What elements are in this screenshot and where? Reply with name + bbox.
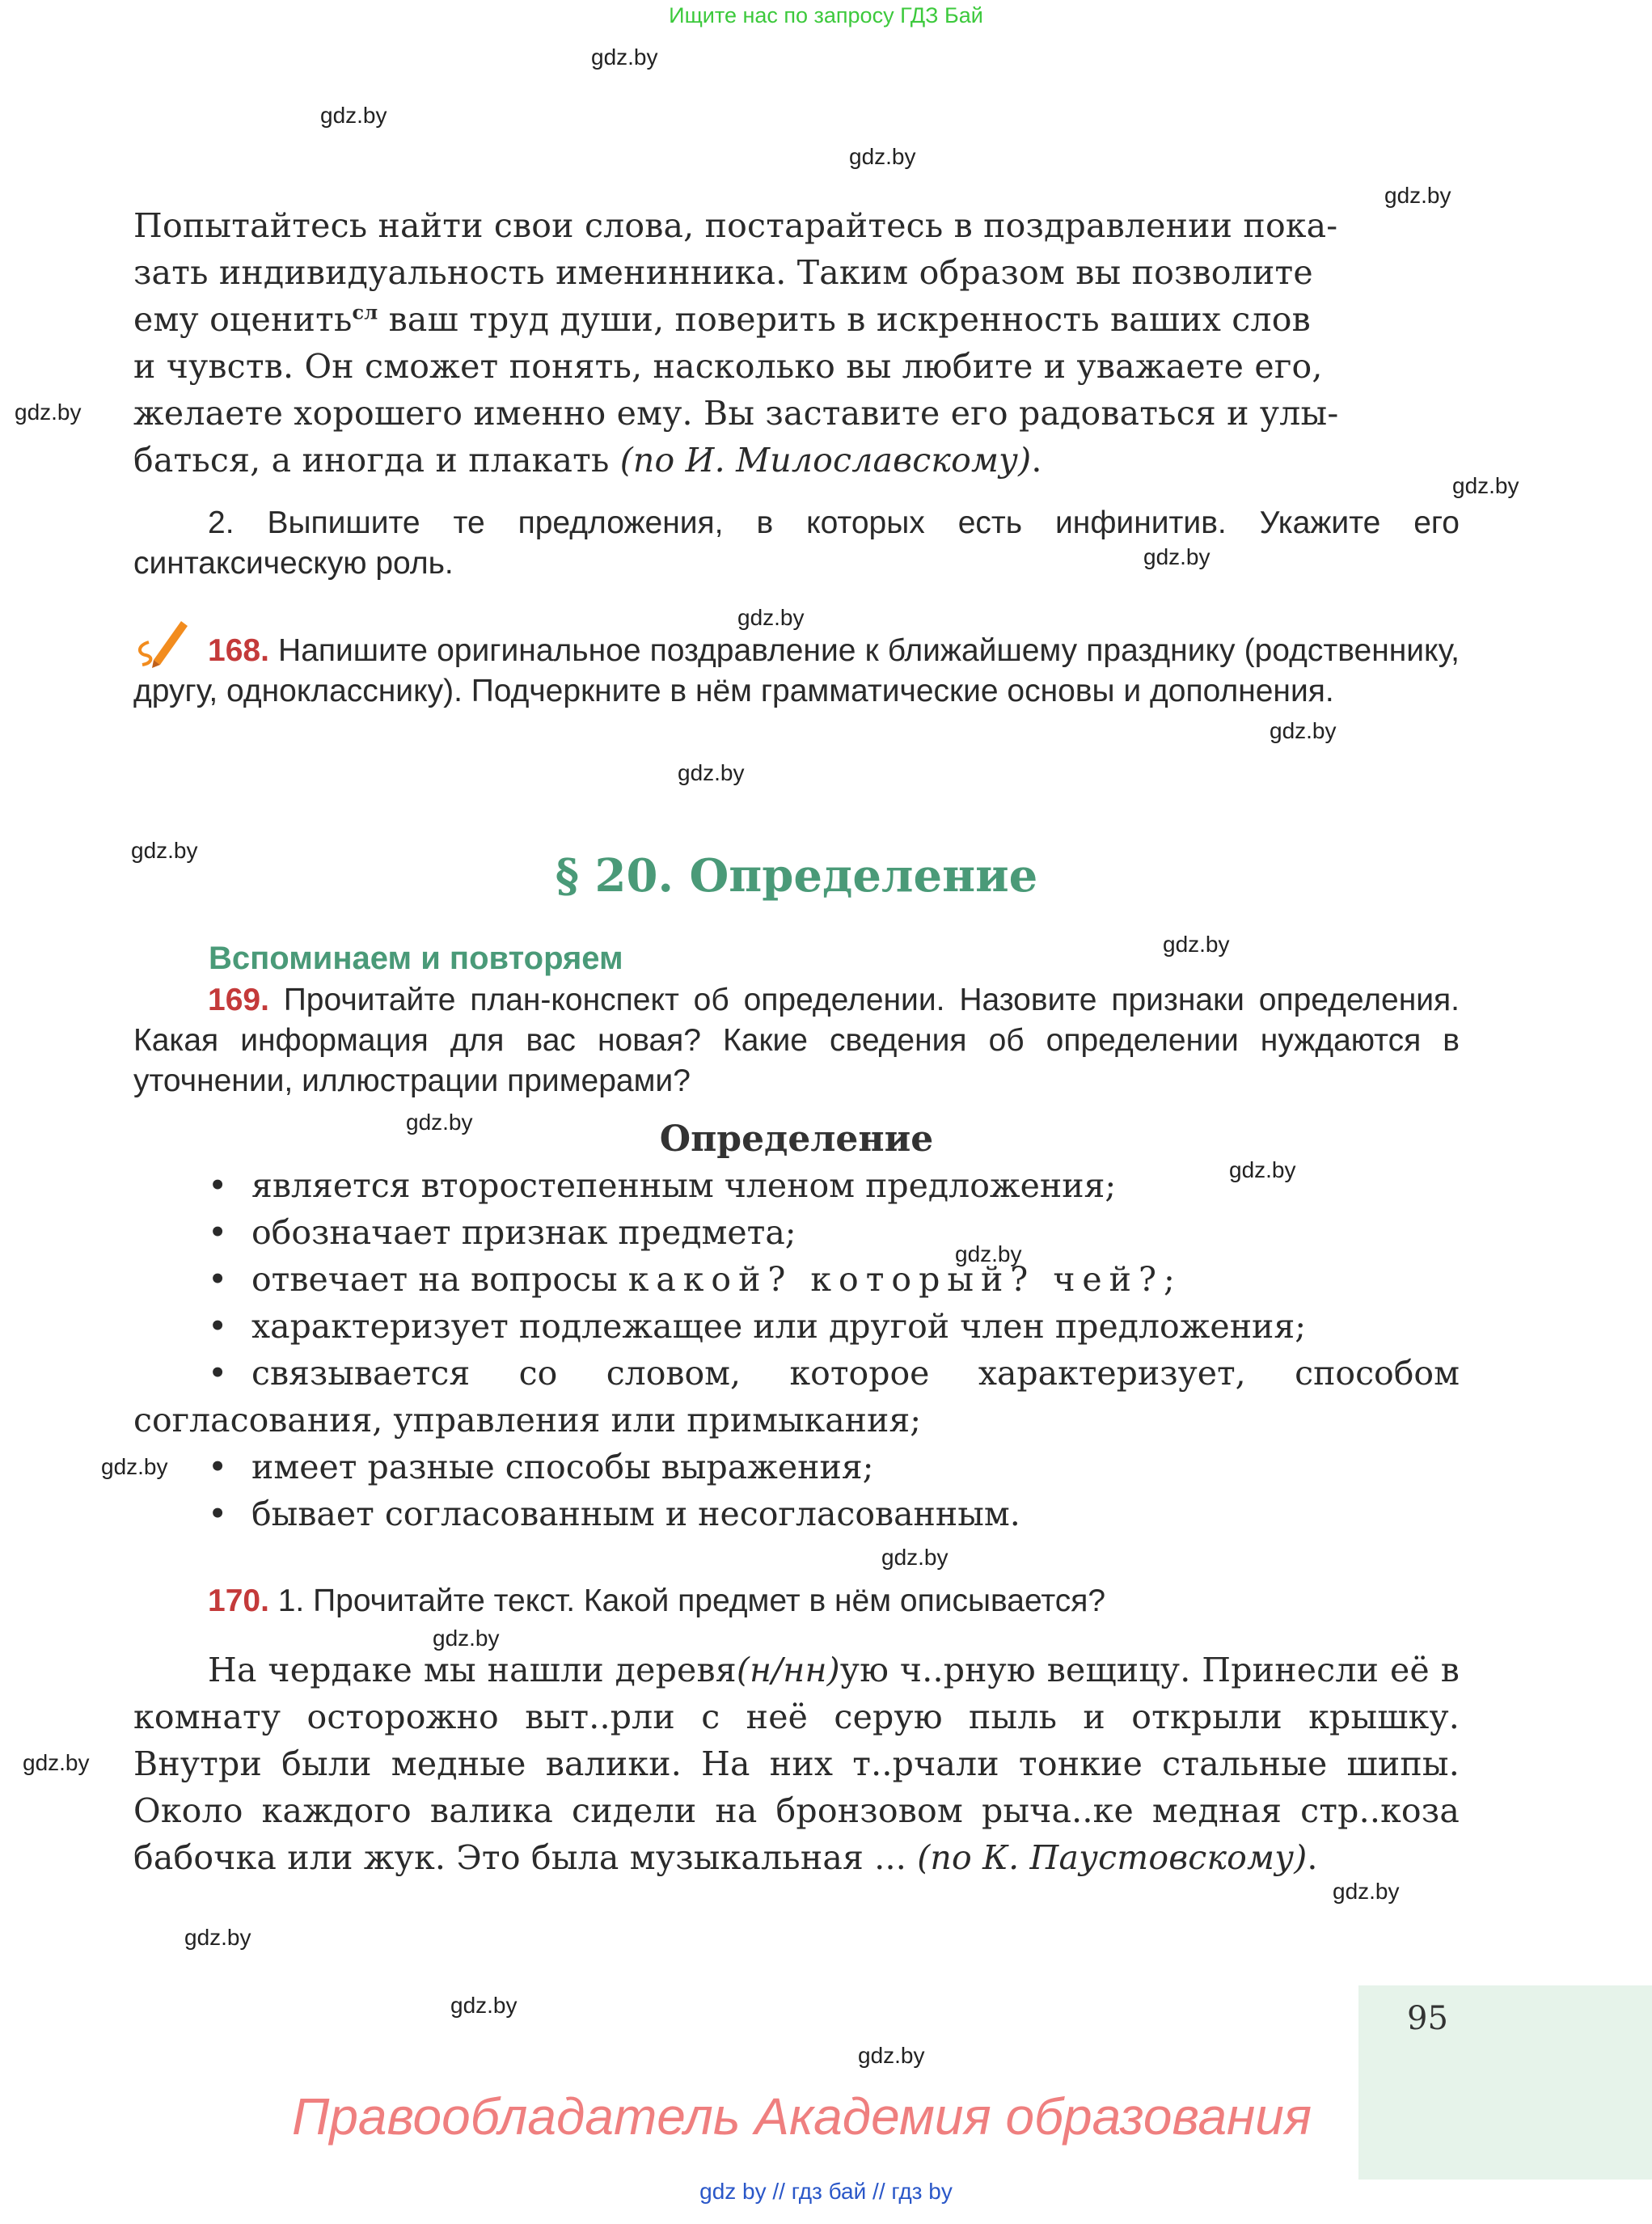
list-item bbox=[133, 1162, 1460, 1209]
text-line bbox=[133, 296, 1460, 343]
watermark: gdz.by bbox=[1270, 718, 1337, 743]
bullet-icon: • bbox=[208, 1307, 228, 1346]
copyright-notice: Правообладатель Академия образования bbox=[291, 2087, 1312, 2146]
section-title: § 20. Определение bbox=[555, 849, 1038, 903]
text-line bbox=[133, 437, 1460, 484]
list-item bbox=[133, 1256, 1460, 1303]
watermark: gdz.by bbox=[450, 1993, 518, 2018]
text-fragment: баться, а иногда и плакать bbox=[133, 441, 620, 480]
watermark: gdz.by bbox=[320, 103, 387, 128]
watermark: gdz.by bbox=[101, 1454, 168, 1479]
text-fragment: ему оценить bbox=[133, 300, 353, 339]
watermark: gdz.by bbox=[1384, 183, 1451, 208]
exercise-170-text bbox=[133, 1647, 1460, 1881]
text-fragment: . bbox=[1031, 441, 1042, 480]
watermark: gdz.by bbox=[184, 1925, 251, 1950]
bullet-icon: • bbox=[208, 1448, 228, 1486]
watermark: gdz.by bbox=[858, 2043, 925, 2068]
exercise-168 bbox=[133, 631, 1460, 712]
source-citation: (по И. Милославскому) bbox=[619, 441, 1032, 480]
text-line: желаете хорошего именно ему. Вы заставите его радоваться и улы- bbox=[133, 394, 1339, 433]
subheading: Вспоминаем и повторяем bbox=[209, 941, 623, 976]
list-item-text: бывает согласованным и несогласованным. bbox=[251, 1495, 1020, 1533]
bullet-icon: • bbox=[208, 1166, 228, 1205]
list-item bbox=[133, 1303, 1460, 1350]
watermark: gdz.by bbox=[1163, 932, 1230, 957]
footnote-mark: сл bbox=[352, 300, 378, 324]
text-fragment: . bbox=[1307, 1838, 1318, 1877]
exercise-text: Напишите оригинальное поздравление к ближайшему празднику (родственнику, другу, однокласснику). Подчеркните в нём грамматические основы и дополнения. bbox=[133, 633, 1460, 708]
bullet-icon: • bbox=[208, 1354, 228, 1393]
page-number: 95 bbox=[1407, 2000, 1448, 2037]
text-line: и чувств. Он сможет понять, насколько вы любите и уважаете его, bbox=[133, 347, 1323, 386]
exercise-number: 168. bbox=[208, 633, 269, 668]
question-words: какой? который? чей? bbox=[627, 1260, 1164, 1299]
list-item-text: связывается со словом, которое характеризует, способом согласования, управления или примыкания; bbox=[133, 1354, 1460, 1440]
watermark: gdz.by bbox=[1452, 473, 1519, 498]
list-item-text: обозначает признак предмета; bbox=[251, 1213, 796, 1252]
definition-list bbox=[133, 1162, 1460, 1537]
exercise-169 bbox=[133, 980, 1460, 1101]
footer-links[interactable]: gdz by // гдз бай // гдз by bbox=[699, 2179, 953, 2204]
watermark: gdz.by bbox=[591, 44, 658, 70]
spelling-option: (н/нн) bbox=[736, 1651, 840, 1689]
definition-title: Определение bbox=[659, 1118, 934, 1160]
watermark: gdz.by bbox=[737, 605, 805, 630]
watermark: gdz.by bbox=[678, 760, 745, 785]
watermark: gdz.by bbox=[955, 1241, 1022, 1266]
watermark: gdz.by bbox=[433, 1626, 500, 1651]
page-number-box bbox=[1358, 1985, 1652, 2180]
bullet-icon: • bbox=[208, 1213, 228, 1252]
text-fragment: На чердаке мы нашли деревя bbox=[208, 1651, 737, 1689]
watermark: gdz.by bbox=[406, 1110, 473, 1135]
watermark: gdz.by bbox=[131, 838, 198, 863]
list-item-text: отвечает на вопросы bbox=[251, 1260, 628, 1299]
bullet-icon: • bbox=[208, 1260, 228, 1299]
exercise-number: 169. bbox=[208, 983, 269, 1017]
list-item bbox=[133, 1490, 1460, 1537]
watermark: gdz.by bbox=[23, 1750, 90, 1775]
watermark: gdz.by bbox=[1229, 1157, 1296, 1182]
text-line: Попытайтесь найти свои слова, постарайтесь в поздравлении пока- bbox=[133, 206, 1338, 245]
exercise-170-task bbox=[133, 1581, 1460, 1621]
watermark: gdz.by bbox=[15, 400, 82, 425]
list-item bbox=[133, 1444, 1460, 1490]
watermark: gdz.by bbox=[1333, 1879, 1400, 1904]
watermark: gdz.by bbox=[1143, 544, 1210, 569]
exercise-text: 1. Прочитайте текст. Какой предмет в нём описывается? bbox=[268, 1583, 1106, 1618]
list-item-text: ; bbox=[1164, 1260, 1175, 1299]
watermark: gdz.by bbox=[849, 144, 916, 169]
text-fragment: ую ч..рную вещицу. Принесли её в комнату осторожно выт..рли с неё серую пыль и открыли крышку. Внутри были медные валики. На них т..рчали тонкие стальные шипы. Около каждого валика сидели на бронзовом рыча..ке медная стр..коза бабочка или жук. Это была музыкальная ... bbox=[133, 1651, 1460, 1877]
exercise-text: Прочитайте план-конспект об определении. Назовите признаки определения. Какая информация для вас новая? Какие сведения об определении нуждаются в уточнении, иллюстрации примерами? bbox=[133, 983, 1460, 1098]
list-item-text: является второстепенным членом предложения; bbox=[251, 1166, 1117, 1205]
watermark: gdz.by bbox=[881, 1545, 949, 1570]
top-banner[interactable]: Ищите нас по запросу ГДЗ Бай bbox=[669, 3, 983, 27]
list-item-text: имеет разные способы выражения; bbox=[251, 1448, 874, 1486]
paragraph-text bbox=[133, 202, 1460, 484]
bullet-icon: • bbox=[208, 1495, 228, 1533]
text-fragment: ваш труд души, поверить в искренность ваших слов bbox=[378, 300, 1311, 339]
list-item-text: характеризует подлежащее или другой член предложения; bbox=[251, 1307, 1307, 1346]
source-citation: (по К. Паустовскому) bbox=[917, 1838, 1308, 1877]
exercise-number: 170. bbox=[208, 1583, 269, 1618]
text-line: зать индивидуальность именинника. Таким образом вы позволите bbox=[133, 253, 1313, 292]
task-2-text: 2. Выпишите те предложения, в которых есть инфинитив. Укажите его синтаксическую роль. bbox=[133, 505, 1460, 581]
list-item bbox=[133, 1350, 1460, 1444]
list-item bbox=[133, 1209, 1460, 1256]
